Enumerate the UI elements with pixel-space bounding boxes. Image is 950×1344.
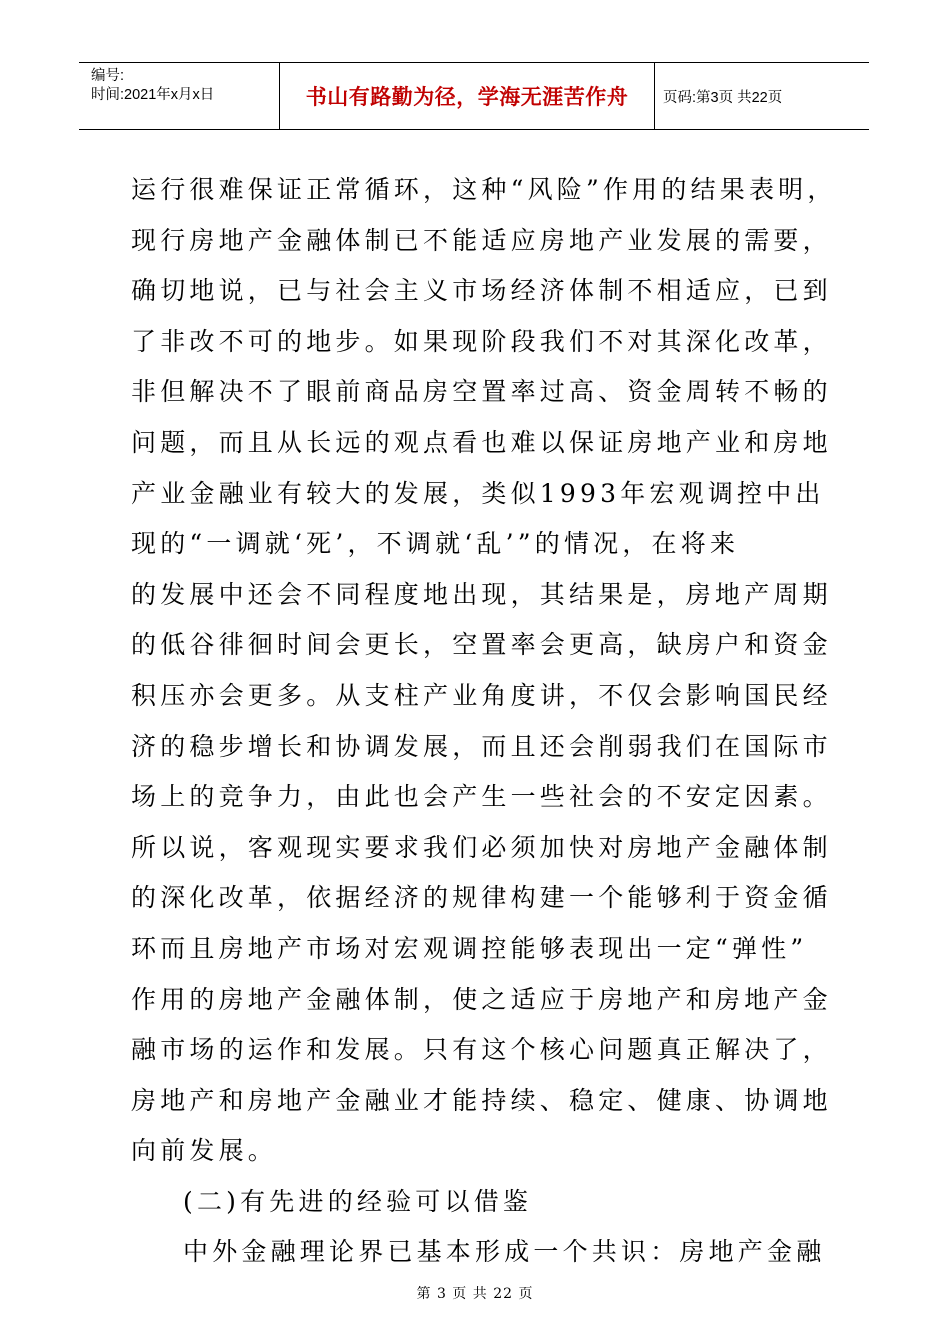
body-line: 现行房地产金融体制已不能适应房地产业发展的需要， — [131, 225, 832, 255]
body-line: 融市场的运作和发展。只有这个核心问题真正解决了， — [131, 1035, 832, 1065]
body-line: 非但解决不了眼前商品房空置率过高、资金周转不畅的 — [131, 377, 832, 407]
body-text — [131, 165, 837, 1278]
body-line: 问题，而且从长远的观点看也难以保证房地产业和房地 — [131, 427, 832, 457]
body-line: 作用的房地产金融体制，使之适应于房地产和房地产金 — [131, 984, 832, 1014]
body-line: 环而且房地产市场对宏观调控能够表现出一定“弹性” — [131, 933, 808, 963]
header-meta — [79, 63, 279, 129]
body-line: 现的“一调就‘死’，不调就‘乱’”的情况，在将来 — [131, 529, 740, 559]
document-number-label: 编号: — [91, 68, 125, 84]
document-time-label: 时间:2021年x月x日 — [91, 87, 215, 103]
section-heading: (二)有先进的经验可以借鉴 — [183, 1186, 533, 1216]
body-line: 中外金融理论界已基本形成一个共识：房地产金融 — [183, 1237, 826, 1267]
body-line: 确切地说，已与社会主义市场经济体制不相适应，已到 — [131, 276, 832, 306]
header-page-info: 页码:第3页 共22页 — [663, 89, 783, 106]
body-line: 济的稳步增长和协调发展，而且还会削弱我们在国际市 — [131, 731, 832, 761]
body-line: 场上的竞争力，由此也会产生一些社会的不安定因素。 — [131, 782, 832, 812]
body-line: 的深化改革，依据经济的规律构建一个能够利于资金循 — [131, 883, 832, 913]
body-line: 积压亦会更多。从支柱产业角度讲，不仅会影响国民经 — [131, 680, 832, 710]
header-motto: 书山有路勤为径，学海无涯苦作舟 — [279, 63, 655, 129]
body-line: 了非改不可的地步。如果现阶段我们不对其深化改革， — [131, 326, 832, 356]
body-line: 向前发展。 — [131, 1136, 278, 1166]
body-line: 产业金融业有较大的发展，类似1993年宏观调控中出 — [131, 478, 825, 508]
body-line: 所以说，客观现实要求我们必须加快对房地产金融体制 — [131, 832, 832, 862]
body-line: 运行很难保证正常循环，这种“风险”作用的结果表明， — [131, 175, 837, 204]
body-line: 的发展中还会不同程度地出现，其结果是，房地产周期 — [131, 579, 832, 609]
body-line: 房地产和房地产金融业才能持续、稳定、健康、协调地 — [131, 1085, 832, 1115]
body-line: 的低谷徘徊时间会更长，空置率会更高，缺房户和资金 — [131, 630, 832, 660]
page-footer: 第 3 页 共 22 页 — [416, 1286, 534, 1302]
page-header — [79, 62, 869, 130]
